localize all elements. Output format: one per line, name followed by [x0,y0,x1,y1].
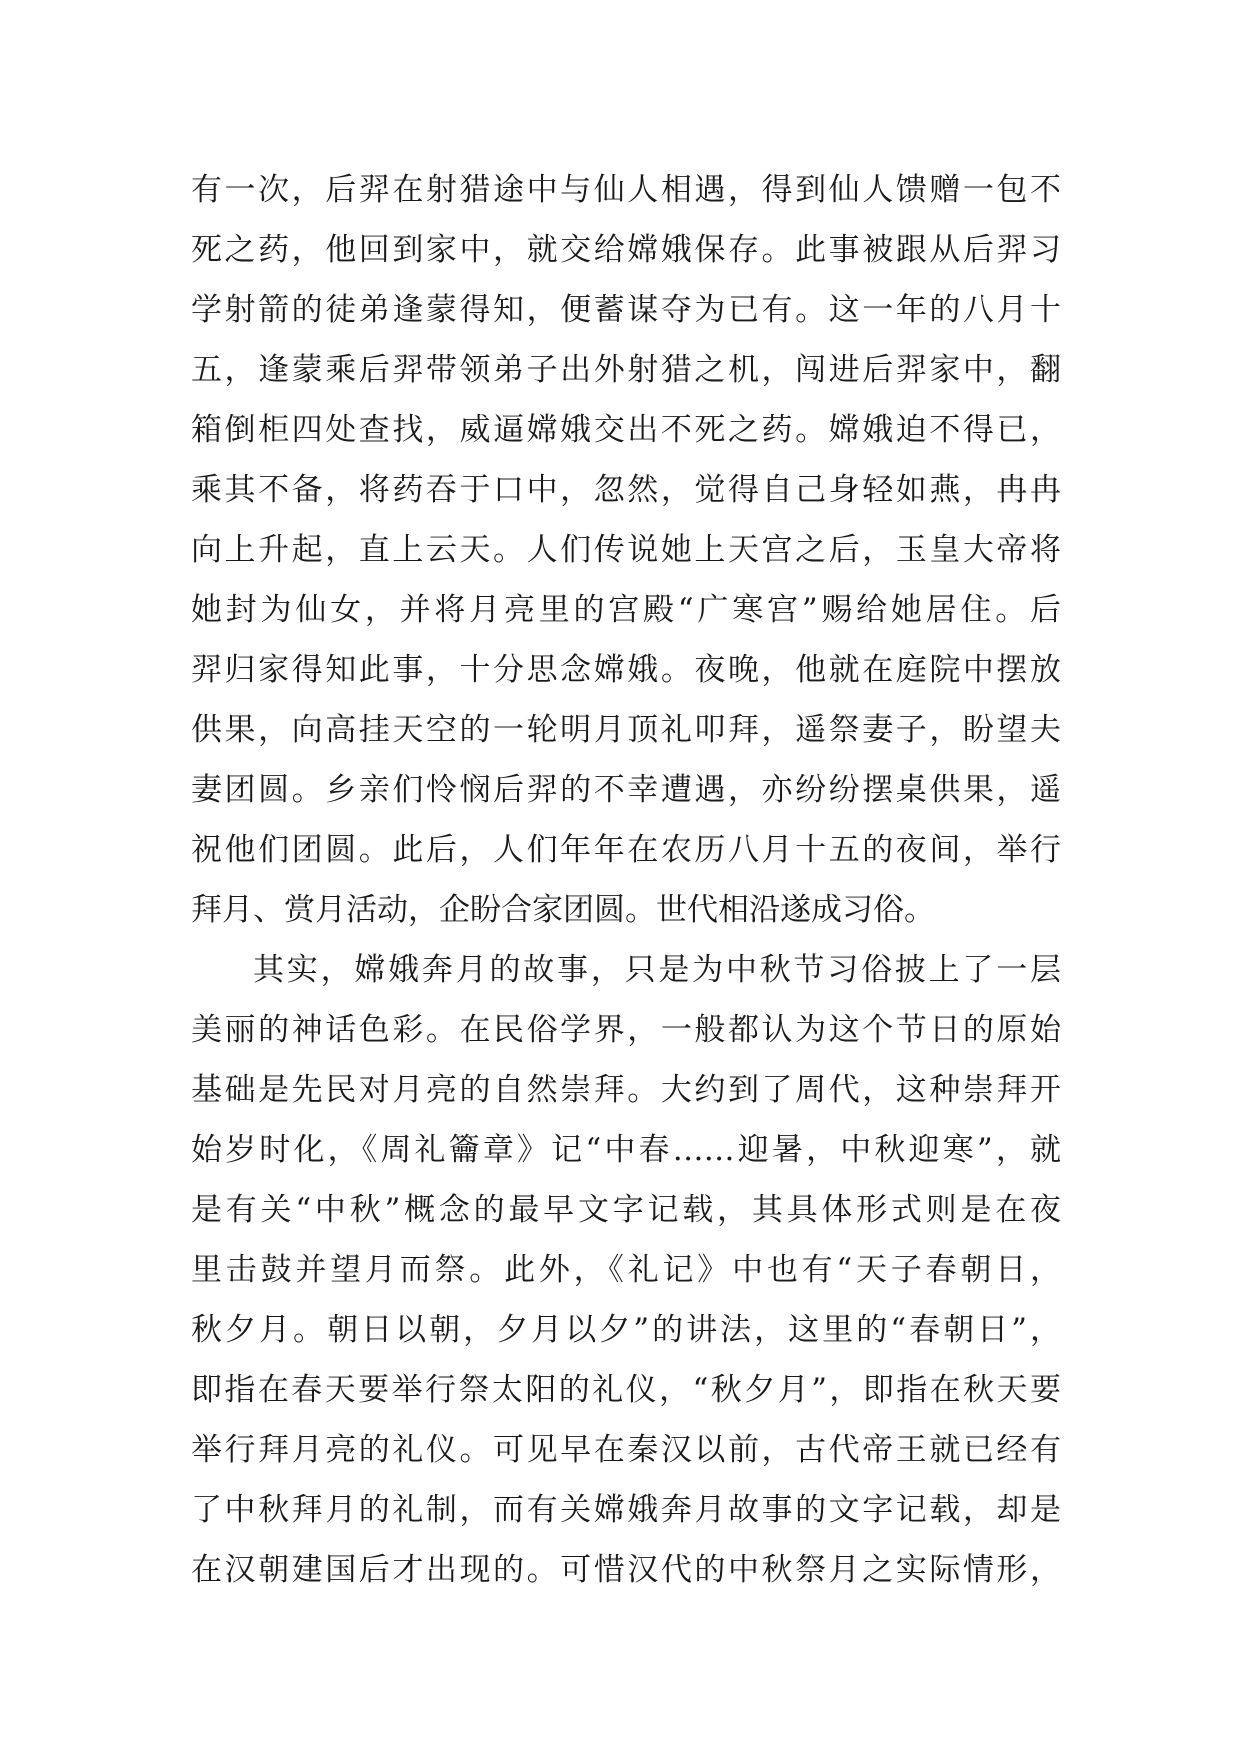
text-line: 箱倒柜四处查找，威逼嫦娥交出不死之药。嫦娥迫不得已， [191,412,1061,448]
text-line: 有一次，后羿在射猎途中与仙人相遇，得到仙人馈赠一包不 [191,172,1061,208]
text-line: 祝他们团圆。此后，人们年年在农历八月十五的夜间，举行 [191,832,1061,868]
text-line: 其实，嫦娥奔月的故事，只是为中秋节习俗披上了一层 [253,952,1061,988]
text-line: 了中秋拜月的礼制，而有关嫦娥奔月故事的文字记载，却是 [191,1492,1061,1528]
text-line: 她封为仙女，并将月亮里的宫殿“广寒宫”赐给她居住。后 [191,592,1061,628]
text-line: 拜月、赏月活动，企盼合家团圆。世代相沿遂成习俗。 [191,892,935,928]
text-line: 死之药，他回到家中，就交给嫦娥保存。此事被跟从后羿习 [191,232,1061,268]
text-line: 里击鼓并望月而祭。此外，《礼记》中也有“天子春朝日， [191,1252,1061,1288]
text-line: 五，逢蒙乘后羿带领弟子出外射猎之机，闯进后羿家中，翻 [191,352,1061,388]
text-line: 学射箭的徒弟逢蒙得知，便蓄谋夺为已有。这一年的八月十 [191,292,1061,328]
text-line: 举行拜月亮的礼仪。可见早在秦汉以前，古代帝王就已经有 [191,1432,1061,1468]
text-line: 是有关“中秋”概念的最早文字记载，其具体形式则是在夜 [191,1192,1061,1228]
text-line: 向上升起，直上云天。人们传说她上天宫之后，玉皇大帝将 [191,532,1061,568]
text-line: 基础是先民对月亮的自然崇拜。大约到了周代，这种崇拜开 [191,1072,1061,1108]
text-line: 供果，向高挂天空的一轮明月顶礼叩拜，遥祭妻子，盼望夫 [191,712,1061,748]
text-line: 羿归家得知此事，十分思念嫦娥。夜晚，他就在庭院中摆放 [191,652,1061,688]
text-line: 秋夕月。朝日以朝，夕月以夕”的讲法，这里的“春朝日”， [191,1312,1061,1348]
text-line: 即指在春天要举行祭太阳的礼仪，“秋夕月”，即指在秋天要 [191,1372,1061,1408]
text-line: 妻团圆。乡亲们怜悯后羿的不幸遭遇，亦纷纷摆桌供果，遥 [191,772,1061,808]
paragraph [191,940,1061,1600]
text-line: 始岁时化，《周礼籥章》记“中春……迎暑，中秋迎寒”，就 [191,1132,1061,1168]
body-text [191,160,1061,1600]
text-line: 美丽的神话色彩。在民俗学界，一般都认为这个节日的原始 [191,1012,1061,1048]
paragraph [191,160,1061,940]
text-line: 在汉朝建国后才出现的。可惜汉代的中秋祭月之实际情形， [191,1552,1061,1588]
text-line: 乘其不备，将药吞于口中，忽然，觉得自己身轻如燕，冉冉 [191,472,1061,508]
